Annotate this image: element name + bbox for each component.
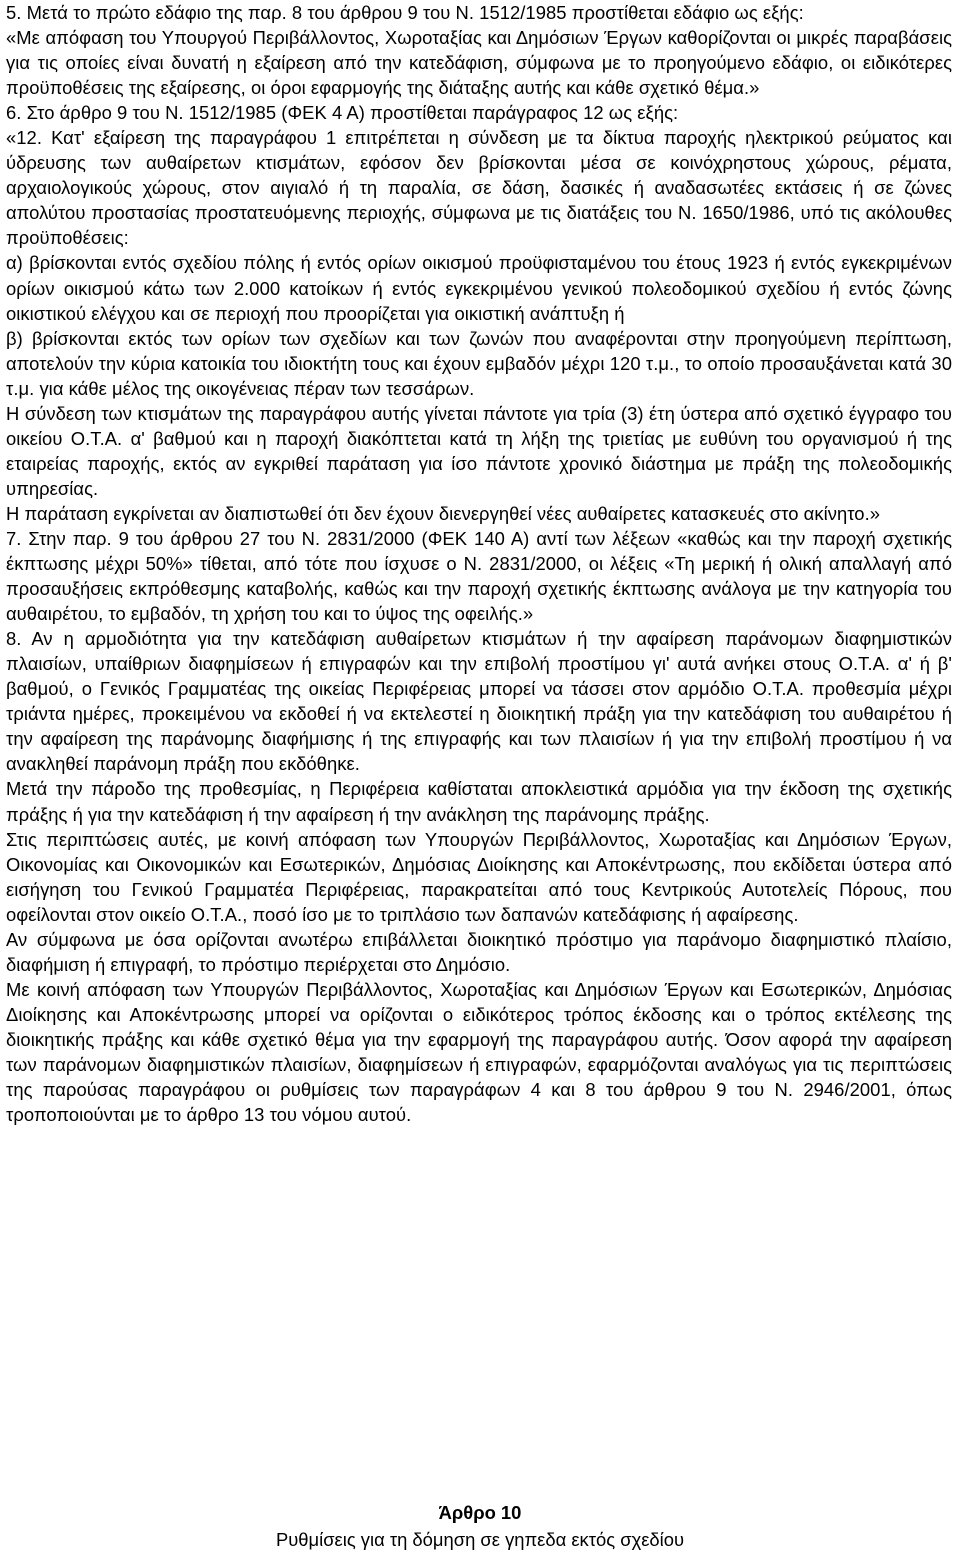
article-number: Άρθρο 10 [438,1502,522,1523]
paragraph-6-intro: 6. Στο άρθρο 9 του Ν. 1512/1985 (ΦΕΚ 4 Α) προστίθεται παράγραφος 12 ως εξής: [6,102,679,124]
article-heading [0,1499,960,1553]
paragraph-12-quote: «12. Κατ' εξαίρεση της παραγράφου 1 επιτρέπεται η σύνδεση με τα δίκτυα παροχής ηλεκτρικού ρεύματος και ύδρευσης των αυθαίρετων κτισμάτων, εφόσον δεν βρίσκονται μέσα σε κοινόχρηστους χώρους, ρέματα, αρχαιολογικούς χώρους, στον αιγιαλό ή τη παραλία, σε δάση, δασικές ή αναδασωτέες εκτάσεις ή σε ζώνες απολύτου προστασίας προστατευόμενης περιοχής, σύμφωνα με τις διατάξεις του Ν. 1650/1986, υπό τις ακόλουθες προϋποθέσεις: [6,127,952,249]
paragraph-connection-terms: Η σύνδεση των κτισμάτων της παραγράφου αυτής γίνεται πάντοτε για τρία (3) έτη ύστερα από σχετικό έγγραφο του οικείου Ο.Τ.Α. α' βαθμού και η παροχή διακόπτεται κατά τη λήξη της τριετίας με ευθύνη του οργανισμού ή της εταιρείας παροχής, εκτός αν εγκριθεί παράταση για ίσο πάντοτε χρονικό διάστημα με πράξη της πολεοδομικής υπηρεσίας. [6,402,952,499]
paragraph-12-case-b: β) βρίσκονται εκτός των ορίων των σχεδίων και των ζωνών που αναφέρονται στην προηγούμενη περίπτωση, αποτελούν την κύρια κατοικία του ιδιοκτήτη τους και έχουν εμβαδόν μέχρι 120 τ.μ., το οποίο προσαυξάνεται κατά 30 τ.μ. για κάθε μέλος της οικογένειας πέραν των τεσσάρων. [6,327,952,399]
paragraph-8: 8. Αν η αρμοδιότητα για την κατεδάφιση αυθαίρετων κτισμάτων ή την αφαίρεση παράνομων διαφημιστικών πλαισίων, υπαίθριων διαφημίσεων ή επιγραφών και την επιβολή προστίμου γι' αυτά ανήκει στους Ο.Τ.Α. α' ή β' βαθμού, ο Γενικός Γραμματέας της οικείας Περιφέρειας μπορεί να τάσσει στον αρμόδιο Ο.Τ.Α. προθεσμία μέχρι τριάντα ημέρες, προκειμένου να εκδοθεί ή να εκτελεστεί η διοικητική πράξη για την κατεδάφιση του αυθαιρέτου ή την αφαίρεση της παράνομης διαφήμισης ή της επιγραφής και των πλαισίων ή για την επιβολή προστίμου ή να ανακληθεί παράνομη πράξη που εκδόθηκε. [6,628,952,775]
paragraph-7: 7. Στην παρ. 9 του άρθρου 27 του Ν. 2831/2000 (ΦΕΚ 140 Α) αντί των λέξεων «καθώς και την παροχή σχετικής έκπτωσης μέχρι 50%» τίθεται, από τότε που ίσχυσε ο Ν. 2831/2000, οι λέξεις «Τη μερική ή ολική απαλλαγή από προσαυξήσεις εκπρόθεσμης καταβολής, καθώς και την παροχή σχετικής έκπτωσης ανάλογα με την κατηγορία του αυθαιρέτου, το εμβαδόν, τη χρήση του και το ύψος της οφειλής.» [6,527,952,625]
document-body [6,0,952,1127]
paragraph-8-deadline: Μετά την πάροδο της προθεσμίας, η Περιφέρεια καθίσταται αποκλειστικά αρμόδια για την έκδοση της σχετικής πράξης ή για την κατεδάφιση ή την αφαίρεση ή την ανάκληση της παράνομης πράξης. [6,778,952,825]
paragraph-12-case-a: α) βρίσκονται εντός σχεδίου πόλης ή εντός ορίων οικισμού προϋφισταμένου του έτους 1923 ή εντός εγκεκριμένων ορίων οικισμού κάτω των 2.000 κατοίκων ή εντός εγκεκριμένου γενικού πολεοδομικού σχεδίου ή εντός ζώνης οικιστικού ελέγχου και σε περιοχή που προορίζεται για οικιστική ανάπτυξη ή [6,252,952,324]
paragraph-8-joint-decision: Με κοινή απόφαση των Υπουργών Περιβάλλοντος, Χωροταξίας και Δημόσιων Έργων και Εσωτερικών, Δημόσιας Διοίκησης και Αποκέντρωσης μπορεί να ορίζονται ο ειδικότερος τρόπος έκδοσης και ο τρόπος εκτέλεσης της διοικητικής πράξης και κάθε σχετικό θέμα για την εφαρμογή της παραγράφου αυτής. Όσον αφορά την αφαίρεση των παράνομων διαφημιστικών πλαισίων, διαφημίσεων ή επιγραφών, εφαρμόζονται αναλόγως για τις περιπτώσεις της παρούσας παραγράφου οι ρυθμίσεις των παραγράφων 4 και 8 του άρθρου 9 του Ν. 2946/2001, όπως τροποποιούνται με το άρθρο 13 του νόμου αυτού. [6,978,952,1126]
paragraph-8-withholding: Στις περιπτώσεις αυτές, με κοινή απόφαση των Υπουργών Περιβάλλοντος, Χωροταξίας και Δημόσιων Έργων, Οικονομίας και Οικονομικών και Εσωτερικών, Δημόσιας Διοίκησης και Αποκέντρωσης, που εκδίδεται ύστερα από εισήγηση του Γενικού Γραμματέα Περιφέρειας, παρακρατείται από τους Κεντρικούς Αυτοτελείς Πόρους, που οφείλονται στον οικείο Ο.Τ.Α., ποσό ίσο με το τριπλάσιο των δαπανών κατεδάφισης ή αφαίρεσης. [6,828,952,925]
paragraph-8-fine: Αν σύμφωνα με όσα ορίζονται ανωτέρω επιβάλλεται διοικητικό πρόστιμο για παράνομο διαφημιστικό πλαίσιο, διαφήμιση ή επιγραφή, το πρόστιμο περιέρχεται στο Δημόσιο. [6,928,952,975]
paragraph-5-intro: 5. Μετά το πρώτο εδάφιο της παρ. 8 του άρθρου 9 του Ν. 1512/1985 προστίθεται εδάφιο ως εξής: [6,2,804,23]
paragraph-5-quote: «Με απόφαση του Υπουργού Περιβάλλοντος, Χωροταξίας και Δημόσιων Έργων καθορίζονται οι μικρές παραβάσεις για τις οποίες είναι δυνατή η εξαίρεση από την κατεδάφιση, σύμφωνα με το προηγούμενο εδάφιο, οι ειδικότερες προϋποθέσεις της εξαίρεσης, οι όροι εφαρμογής της διάταξης αυτής και κάθε σχετικό θέμα.» [6,27,952,99]
article-title: Ρυθμίσεις για τη δόμηση σε γηπεδα εκτός σχεδίου [275,1529,685,1550]
paragraph-extension: Η παράταση εγκρίνεται αν διαπιστωθεί ότι δεν έχουν διενεργηθεί νέες αυθαίρετες κατασκευές στο ακίνητο.» [6,502,881,524]
